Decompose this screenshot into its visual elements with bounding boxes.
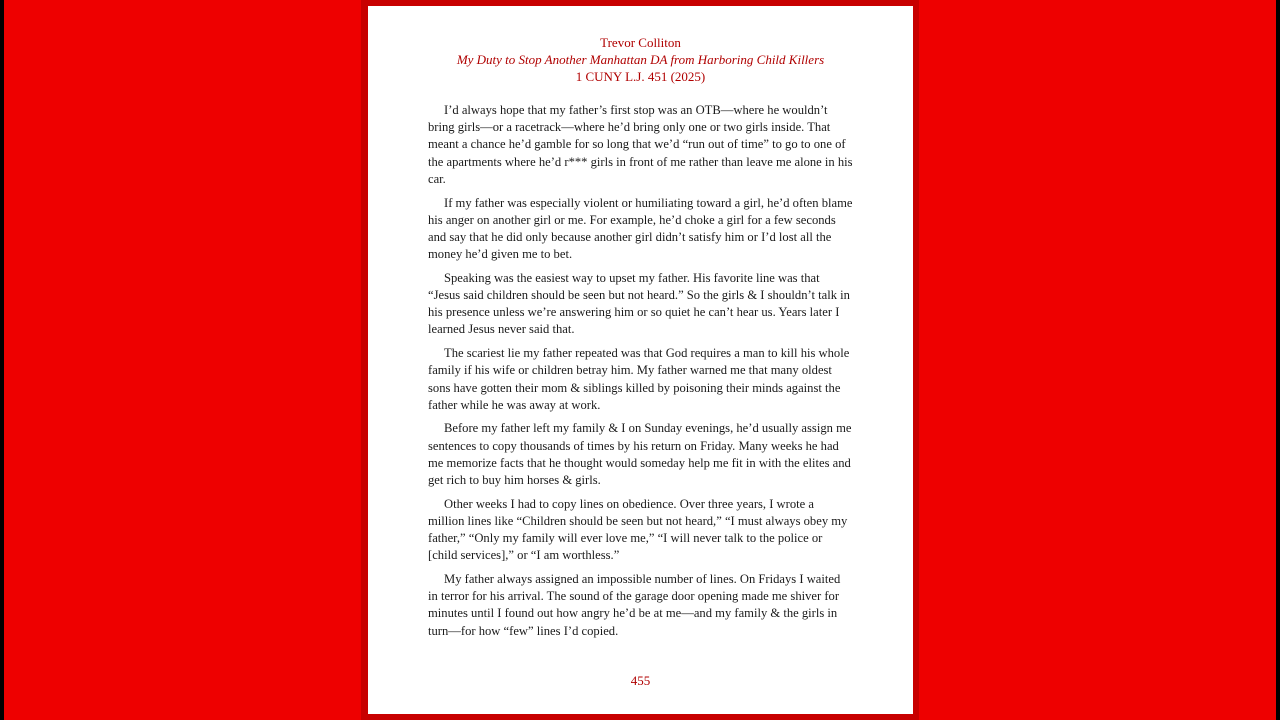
article-body [428,102,853,646]
paragraph: Other weeks I had to copy lines on obedience. Over three years, I wrote a million lines like “Children should be seen but not heard,” “I must always obey my father,” “Only my family will ever love me,” “I will never talk to the police or [child services],” or “I am worthless.” [428,496,848,563]
paragraph: If my father was especially violent or humiliating toward a girl, he’d often blame his anger on another girl or me. For example, he’d choke a girl for a few seconds and say that he did only because another girl didn’t satisfy him or I’d lost all the money he’d given me to bet. [428,195,853,262]
letterbox-right [1276,0,1280,720]
citation: 1 CUNY L.J. 451 (2025) [575,69,706,84]
paragraph: I’d always hope that my father’s first stop was an OTB—where he wouldn’t bring girls—or a racetrack—where he’d bring only one or two girls inside. That meant a chance he’d gamble for so long that we’d “run out of time” to go to one of the apartments where he’d r*** girls in front of me rather than leave me alone in his car. [428,103,853,186]
letterbox-left [0,0,4,720]
paragraph: Speaking was the easiest way to upset my father. His favorite line was that “Jesus said children should be seen but not heard.” So the girls & I shouldn’t talk in his presence unless we’re answering him or so quiet he can’t hear us. Years later I learned Jesus never said that. [428,270,850,337]
document-page [368,6,913,714]
paragraph: My father always assigned an impossible number of lines. On Fridays I waited in terror for his arrival. The sound of the garage door opening made me shiver for minutes until I found out how angry he’d be at me—and my family & the girls in turn—for how “few” lines I’d copied. [428,572,841,638]
author-name: Trevor Colliton [600,35,681,50]
page-header [368,34,913,85]
article-title: My Duty to Stop Another Manhattan DA from Harboring Child Killers [456,52,825,67]
paragraph: The scariest lie my father repeated was that God requires a man to kill his whole family if his wife or children betray him. My father warned me that many oldest sons have gotten their mom & siblings killed by poisoning their minds against the father while he was away at work. [428,346,850,412]
page-number: 455 [630,673,651,688]
paragraph: Before my father left my family & I on Sunday evenings, he’d usually assign me sentences to copy thousands of times by his return on Friday. Many weeks he had me memorize facts that he thought would someday help me fit in with the elites and get rich to buy him horses & girls. [428,421,852,488]
